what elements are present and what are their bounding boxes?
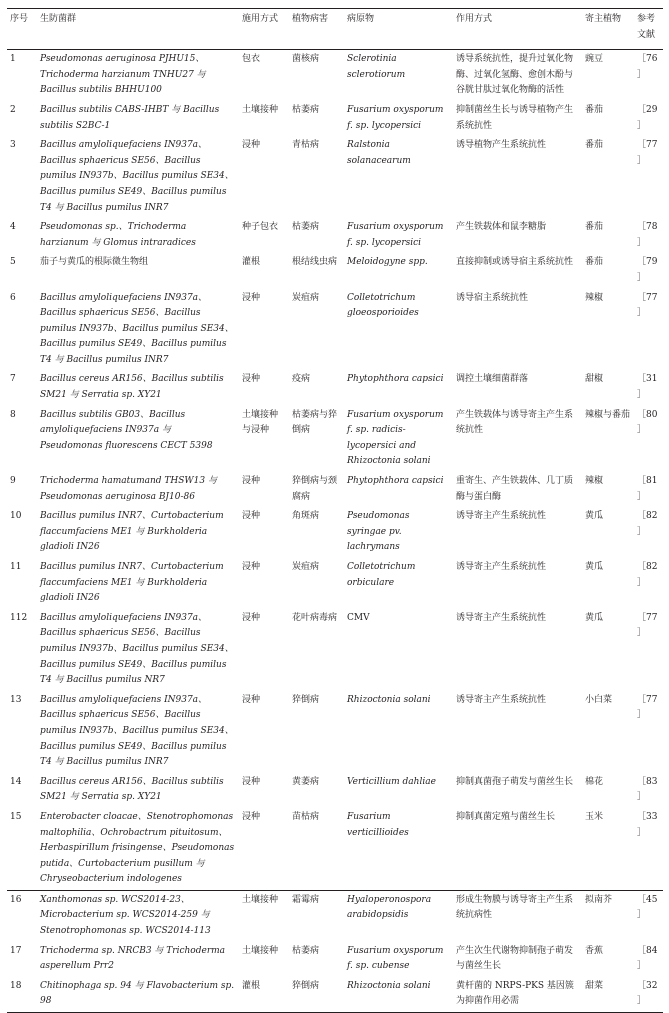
cell-method: 浸种 (242, 374, 261, 385)
cell-ref: ［77］ (637, 140, 658, 166)
cell-no: 14 (10, 776, 22, 787)
biocontrol-table (7, 8, 663, 1013)
cell-method: 浸种 (242, 140, 261, 151)
cell-method: 浸种 (242, 612, 261, 623)
table-body (7, 50, 663, 1013)
cell-ref: ［76］ (637, 54, 658, 80)
header-disease: 植物病害 (289, 9, 344, 50)
cell-no: 4 (10, 222, 16, 233)
cell-host: 小白菜 (585, 694, 613, 705)
cell-host: 甜菜 (582, 977, 634, 1013)
cell-pathogen: Fusarium oxysporum f. sp. cubense (347, 945, 444, 972)
table-row (7, 101, 663, 136)
cell-host: 辣椒与番茄 (585, 409, 631, 420)
table-row (7, 406, 663, 472)
cell-disease: 角斑病 (292, 511, 320, 522)
table-row (7, 890, 663, 941)
cell-pathogen: Sclerotinia sclerotiorum (347, 54, 406, 80)
cell-no: 8 (10, 409, 16, 420)
cell-mode: 产生铁载体与诱导寄主产生系统抗性 (456, 409, 574, 436)
header-host: 寄主植物 (582, 9, 634, 50)
cell-host: 辣椒 (585, 292, 604, 303)
header-no: 序号 (7, 9, 37, 50)
cell-ref: ［32］ (634, 977, 663, 1013)
cell-ref: ［33］ (637, 811, 658, 838)
cell-pathogen: Hyaloperonospora arabidopsidis (344, 890, 453, 941)
cell-agents: Chitinophaga sp. 94 与 Flavobacterium sp. 98 (37, 977, 239, 1013)
cell-agents: Bacillus cereus AR156、Bacillus subtilis SM21 与 Serratia sp. XY21 (40, 374, 224, 401)
cell-method: 土壤接种 (242, 945, 279, 956)
cell-host: 玉米 (585, 811, 604, 822)
cell-disease: 猝倒病 (292, 694, 320, 705)
cell-disease: 猝倒病与颈腐病 (292, 476, 338, 502)
cell-disease: 猝倒病 (289, 977, 344, 1013)
cell-mode: 诱导寄主产生系统抗性 (456, 694, 547, 705)
cell-no: 15 (10, 811, 22, 822)
cell-pathogen: Phytophthora capsici (347, 374, 444, 385)
cell-disease: 根结线虫病 (292, 257, 338, 268)
header-agents: 生防菌群 (37, 9, 239, 50)
cell-method: 灌根 (242, 257, 261, 268)
cell-mode: 诱导植物产生系统抗性 (456, 140, 547, 151)
table-row (7, 609, 663, 691)
cell-pathogen: Verticillium dahliae (347, 776, 436, 787)
cell-pathogen: Fusarium oxysporum f. sp. lycopersici (347, 104, 444, 131)
cell-agents: Trichoderma sp. NRCB3 与 Trichoderma asperellum Prr2 (40, 945, 226, 972)
table-row (7, 136, 663, 218)
cell-ref: ［77］ (637, 292, 658, 319)
cell-disease: 花叶病毒病 (292, 612, 338, 623)
cell-method: 包衣 (242, 54, 261, 65)
cell-host: 香蕉 (585, 945, 604, 956)
table-row (7, 370, 663, 405)
cell-agents: Bacillus subtilis CABS-IHBT 与 Bacillus subtilis S2BC-1 (40, 104, 220, 131)
cell-agents: Bacillus pumilus INR7、Curtobacterium flaccumfaciens ME1 与 Burkholderia gladioli IN26 (40, 511, 224, 553)
cell-pathogen: Pseudomonas syringae pv. lachrymans (347, 511, 410, 553)
cell-ref: ［80］ (637, 409, 658, 436)
cell-disease: 霜霉病 (289, 890, 344, 941)
cell-pathogen: Fusarium verticillioides (347, 811, 409, 838)
header-ref: 参考文献 (634, 9, 663, 50)
cell-host: 豌豆 (585, 54, 604, 65)
cell-host: 拟南芥 (582, 890, 634, 941)
cell-ref: ［77］ (637, 694, 658, 721)
cell-method: 土壤接种与浸种 (242, 409, 279, 436)
cell-ref: ［45］ (634, 890, 663, 941)
cell-agents: Xanthomonas sp. WCS2014-23、Microbacterium sp. WCS2014-259 与 Stenotrophomonas sp. WCS2014-113 (37, 890, 239, 941)
cell-disease: 炭疽病 (292, 292, 320, 303)
cell-host: 黄瓜 (585, 612, 604, 623)
cell-host: 番茄 (585, 222, 604, 233)
cell-method: 浸种 (242, 776, 261, 787)
cell-disease: 枯萎病 (292, 222, 320, 233)
cell-ref: ［82］ (637, 562, 658, 588)
cell-ref: ［77］ (637, 612, 658, 639)
table-row (7, 289, 663, 371)
cell-no: 16 (7, 890, 37, 941)
table-row (7, 50, 663, 101)
cell-agents: 茄子与黄瓜的根际微生物组 (40, 257, 149, 268)
cell-no: 112 (10, 612, 28, 623)
cell-no: 1 (10, 54, 16, 65)
cell-no: 17 (10, 945, 22, 956)
cell-mode: 诱导宿主系统抗性 (456, 292, 529, 303)
header-mode: 作用方式 (453, 9, 582, 50)
cell-agents: Bacillus subtilis GB03、Bacillus amyloliquefaciens IN937a 与 Pseudomonas fluorescens CECT 5398 (40, 409, 213, 451)
cell-pathogen: Phytophthora capsici (347, 476, 444, 487)
cell-agents: Bacillus amyloliquefaciens IN937a、Bacillus sphaericus SE56、Bacillus pumilus IN937b、Bacillus pumilus SE34、Bacillus pumilus SE49、Bacillus pumilus T4 与 Bacillus pumilus INR7 (40, 292, 234, 365)
cell-agents: Bacillus pumilus INR7、Curtobacterium flaccumfaciens ME1 与 Burkholderia gladioli IN26 (40, 562, 224, 604)
cell-no: 10 (10, 511, 22, 522)
cell-mode: 诱导寄主产生系统抗性 (456, 511, 547, 522)
cell-disease: 枯萎病 (292, 945, 320, 956)
cell-ref: ［83］ (637, 776, 658, 803)
cell-mode: 诱导寄主产生系统抗性 (456, 562, 547, 572)
cell-mode: 诱导系统抗性，提升过氧化物酶、过氧化氢酶、愈创木酚与谷胱甘肽过氧化物酶的活性 (456, 54, 574, 96)
table-row (7, 253, 663, 288)
table-row (7, 691, 663, 773)
cell-ref: ［84］ (637, 945, 658, 972)
cell-ref: ［82］ (637, 511, 658, 537)
cell-mode: 形成生物膜与诱导寄主产生系统抗病性 (453, 890, 582, 941)
cell-method: 土壤接种 (239, 890, 289, 941)
cell-ref: ［78］ (637, 222, 658, 248)
cell-pathogen: CMV (347, 612, 370, 623)
cell-ref: ［81］ (637, 476, 658, 502)
cell-mode: 产生次生代谢物抑制孢子萌发与菌丝生长 (456, 945, 574, 972)
table-row (7, 558, 663, 609)
cell-method: 灌根 (239, 977, 289, 1013)
cell-agents: Trichoderma hamatumand THSW13 与 Pseudomonas aeruginosa BJ10-86 (40, 476, 217, 502)
cell-agents: Bacillus cereus AR156、Bacillus subtilis SM21 与 Serratia sp. XY21 (40, 776, 224, 803)
cell-host: 棉花 (585, 776, 604, 787)
cell-method: 浸种 (242, 811, 261, 822)
cell-no: 11 (10, 562, 22, 572)
cell-host: 黄瓜 (585, 511, 604, 522)
cell-disease: 疫病 (292, 374, 311, 385)
header-method: 施用方式 (239, 9, 289, 50)
cell-agents: Enterobacter cloacae、Stenotrophomonas maltophilia、Ochrobactrum pituitosum、Herbaspirillum frisingense、Pseudomonas putida、Curtobacterium pusillum 与 Chryseobacterium indologenes (40, 811, 235, 885)
cell-disease: 枯萎病 (292, 104, 320, 115)
cell-no: 5 (10, 257, 16, 268)
cell-agents: Pseudomonas aeruginosa PJHU15、Trichoderma harzianum TNHU27 与 Bacillus subtilis BHHU100 (40, 54, 206, 96)
table-row (7, 773, 663, 808)
cell-host: 番茄 (585, 257, 604, 268)
cell-host: 番茄 (585, 104, 604, 115)
cell-host: 辣椒 (585, 476, 604, 487)
cell-mode: 黄杆菌的 NRPS-PKS 基因簇为抑菌作用必需 (453, 977, 582, 1013)
cell-mode: 重寄生、产生铁载体、几丁质酶与蛋白酶 (456, 476, 574, 502)
cell-no: 6 (10, 292, 16, 303)
cell-host: 甜椒 (585, 374, 604, 385)
table-header (7, 9, 663, 50)
cell-no: 13 (10, 694, 22, 705)
cell-no: 9 (10, 476, 16, 487)
cell-pathogen: Fusarium oxysporum f. sp. lycopersici (347, 222, 444, 248)
cell-disease: 苗枯病 (292, 811, 320, 822)
table-row (7, 472, 663, 507)
cell-agents: Bacillus amyloliquefaciens IN937a、Bacillus sphaericus SE56、Bacillus pumilus IN937b、Bacillus pumilus SE34、Bacillus pumilus SE49、Bacillus pumilus T4 与 Bacillus pumilus INR7 (40, 140, 234, 213)
cell-method: 浸种 (242, 292, 261, 303)
cell-disease: 黄萎病 (292, 776, 320, 787)
table-row (7, 942, 663, 977)
cell-mode: 直接抑制或诱导宿主系统抗性 (456, 257, 574, 268)
cell-pathogen: Colletotrichum gloeosporioides (347, 292, 419, 319)
cell-mode: 抑制真菌孢子萌发与菌丝生长 (456, 776, 574, 787)
cell-pathogen: Ralstonia solanacearum (347, 140, 411, 166)
table-row (7, 507, 663, 558)
cell-agents: Bacillus amyloliquefaciens IN937a、Bacillus sphaericus SE56、Bacillus pumilus IN937b、Bacillus pumilus SE34、Bacillus pumilus SE49、Bacillus pumilus T4 与 Bacillus pumilus INR7 (40, 694, 234, 768)
cell-no: 7 (10, 374, 16, 385)
cell-pathogen: Rhizoctonia solani (344, 977, 453, 1013)
cell-pathogen: Meloidogyne spp. (347, 257, 428, 268)
cell-mode: 抑制菌丝生长与诱导植物产生系统抗性 (456, 104, 574, 131)
cell-method: 浸种 (242, 511, 261, 522)
cell-disease: 炭疽病 (292, 562, 320, 572)
cell-no: 18 (7, 977, 37, 1013)
cell-ref: ［31］ (637, 374, 658, 401)
cell-method: 浸种 (242, 562, 261, 572)
cell-mode: 产生铁载体和鼠李糖脂 (456, 222, 547, 233)
cell-agents: Bacillus amyloliquefaciens IN937a、Bacillus sphaericus SE56、Bacillus pumilus IN937b、Bacillus pumilus SE34、Bacillus pumilus SE49、Bacillus pumilus T4 与 Bacillus pumilus NR7 (40, 612, 234, 686)
cell-host: 番茄 (585, 140, 604, 151)
table-row (7, 218, 663, 253)
table-row (7, 977, 663, 1013)
cell-no: 2 (10, 104, 16, 115)
cell-no: 3 (10, 140, 16, 151)
cell-disease: 青枯病 (292, 140, 320, 151)
cell-ref: ［29］ (637, 104, 658, 131)
header-pathogen: 病原物 (344, 9, 453, 50)
cell-disease: 枯萎病与猝倒病 (292, 409, 338, 436)
cell-method: 浸种 (242, 476, 261, 487)
cell-agents: Pseudomonas sp.、Trichoderma harzianum 与 Glomus intraradices (40, 222, 196, 248)
cell-method: 浸种 (242, 694, 261, 705)
cell-pathogen: Fusarium oxysporum f. sp. radicis-lycopersici and Rhizoctonia solani (347, 409, 444, 467)
cell-mode: 诱导寄主产生系统抗性 (456, 612, 547, 623)
cell-pathogen: Rhizoctonia solani (347, 694, 431, 705)
cell-method: 土壤接种 (242, 104, 279, 115)
cell-method: 种子包衣 (242, 222, 279, 233)
cell-ref: ［79］ (637, 257, 658, 283)
cell-mode: 抑制真菌定殖与菌丝生长 (456, 811, 556, 822)
cell-disease: 菌核病 (292, 54, 320, 65)
cell-mode: 调控土壤细菌群落 (456, 374, 529, 385)
cell-host: 黄瓜 (585, 562, 604, 572)
cell-pathogen: Colletotrichum orbiculare (347, 562, 416, 588)
table-row (7, 808, 663, 890)
